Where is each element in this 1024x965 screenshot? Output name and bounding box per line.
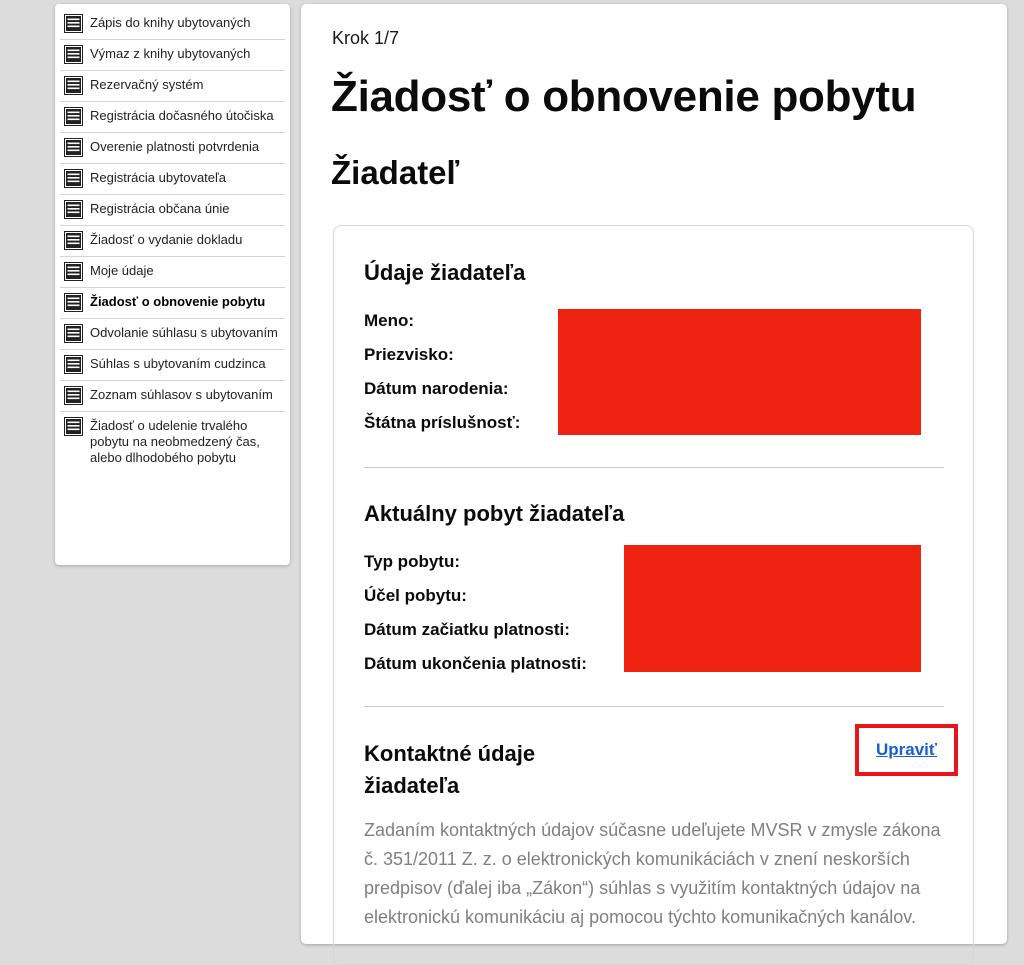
document-icon	[64, 138, 83, 157]
sidebar-item-label: Zápis do knihy ubytovaných	[90, 15, 251, 30]
applicant-card	[333, 225, 974, 965]
document-icon	[64, 14, 83, 33]
document-icon	[64, 45, 83, 64]
sidebar-item-label: Súhlas s ubytovaním cudzinca	[90, 356, 266, 371]
sidebar-item-label: Žiadosť o udelenie trvalého pobytu na neobmedzený čas, alebo dlhodobého pobytu	[90, 418, 260, 465]
field-label-last-name: Priezvisko:	[364, 345, 454, 364]
applicant-fields	[364, 310, 520, 446]
sidebar-item-registracia-docasneho-utociska[interactable]	[60, 102, 285, 133]
document-icon	[64, 231, 83, 250]
sidebar-item-ziadost-o-obnovenie-pobytu[interactable]	[60, 288, 285, 319]
sidebar-item-label: Odvolanie súhlasu s ubytovaním	[90, 325, 278, 340]
sidebar-item-zoznam-suhlasov[interactable]	[60, 381, 285, 412]
contact-heading-line1: Kontaktné údaje	[364, 741, 536, 766]
sidebar-item-ziadost-o-trvaly-pobyt[interactable]	[60, 412, 285, 472]
sidebar-item-label: Výmaz z knihy ubytovaných	[90, 46, 251, 61]
document-icon	[64, 324, 83, 343]
sidebar-item-vymaz[interactable]	[60, 40, 285, 71]
sidebar-item-label: Moje údaje	[90, 263, 154, 278]
sidebar-item-registracia-obcana-unie[interactable]	[60, 195, 285, 226]
field-label-valid-to: Dátum ukončenia platnosti:	[364, 654, 587, 673]
document-icon	[64, 355, 83, 374]
document-icon	[64, 107, 83, 126]
document-icon	[64, 417, 83, 436]
section-title: Žiadateľ	[331, 154, 460, 191]
sidebar-item-label: Žiadosť o vydanie dokladu	[90, 232, 243, 247]
current-stay-heading: Aktuálny pobyt žiadateľa	[364, 501, 625, 526]
document-icon	[64, 293, 83, 312]
field-label-first-name: Meno:	[364, 311, 415, 330]
field-label-nationality: Štátna príslušnosť:	[364, 413, 521, 432]
field-label-stay-type: Typ pobytu:	[364, 552, 460, 571]
redacted-applicant-values	[558, 309, 921, 435]
divider	[364, 706, 944, 707]
sidebar-item-label: Overenie platnosti potvrdenia	[90, 139, 260, 154]
sidebar	[55, 4, 290, 565]
field-label-birth-date: Dátum narodenia:	[364, 379, 509, 398]
step-indicator: Krok 1/7	[332, 28, 400, 48]
document-icon	[64, 169, 83, 188]
edit-contact-link[interactable]: Upraviť	[875, 740, 938, 759]
current-stay-fields	[364, 551, 587, 687]
sidebar-item-zapis[interactable]	[60, 9, 285, 40]
main-panel	[301, 4, 1007, 944]
sidebar-item-registracia-ubytovatela[interactable]	[60, 164, 285, 195]
sidebar-item-label: Registrácia občana únie	[90, 201, 230, 216]
sidebar-item-odvolanie-suhlasu[interactable]	[60, 319, 285, 350]
divider	[364, 467, 944, 468]
contact-heading	[364, 738, 535, 802]
edit-highlight	[855, 724, 958, 776]
sidebar-item-moje-udaje[interactable]	[60, 257, 285, 288]
document-icon	[64, 76, 83, 95]
contact-consent-text: Zadaním kontaktných údajov súčasne udeľujete MVSR v zmysle zákona č. 351/2011 Z. z. o elektronických komunikáciách v znení neskorších predpisov (ďalej iba „Zákon“) súhlas s využitím kontaktných údajov na elektronickú komunikáciu aj pomocou týchto komunikačných kanálov.	[364, 820, 941, 927]
sidebar-item-overenie-platnosti[interactable]	[60, 133, 285, 164]
sidebar-item-label: Zoznam súhlasov s ubytovaním	[90, 387, 273, 402]
sidebar-item-label: Žiadosť o obnovenie pobytu	[90, 294, 266, 309]
sidebar-item-suhlas-s-ubytovanim[interactable]	[60, 350, 285, 381]
sidebar-item-label: Registrácia dočasného útočiska	[90, 108, 274, 123]
document-icon	[64, 200, 83, 219]
sidebar-item-label: Rezervačný systém	[90, 77, 204, 92]
sidebar-item-rezervacny-system[interactable]	[60, 71, 285, 102]
redacted-stay-values	[624, 545, 921, 672]
field-label-stay-purpose: Účel pobytu:	[364, 586, 467, 605]
field-label-valid-from: Dátum začiatku platnosti:	[364, 620, 570, 639]
document-icon	[64, 262, 83, 281]
page-title: Žiadosť o obnovenie pobytu	[331, 72, 917, 121]
sidebar-item-ziadost-o-vydanie-dokladu[interactable]	[60, 226, 285, 257]
applicant-data-heading: Údaje žiadateľa	[364, 260, 526, 285]
document-icon	[64, 386, 83, 405]
contact-heading-line2: žiadateľa	[364, 773, 460, 798]
sidebar-item-label: Registrácia ubytovateľa	[90, 170, 227, 185]
